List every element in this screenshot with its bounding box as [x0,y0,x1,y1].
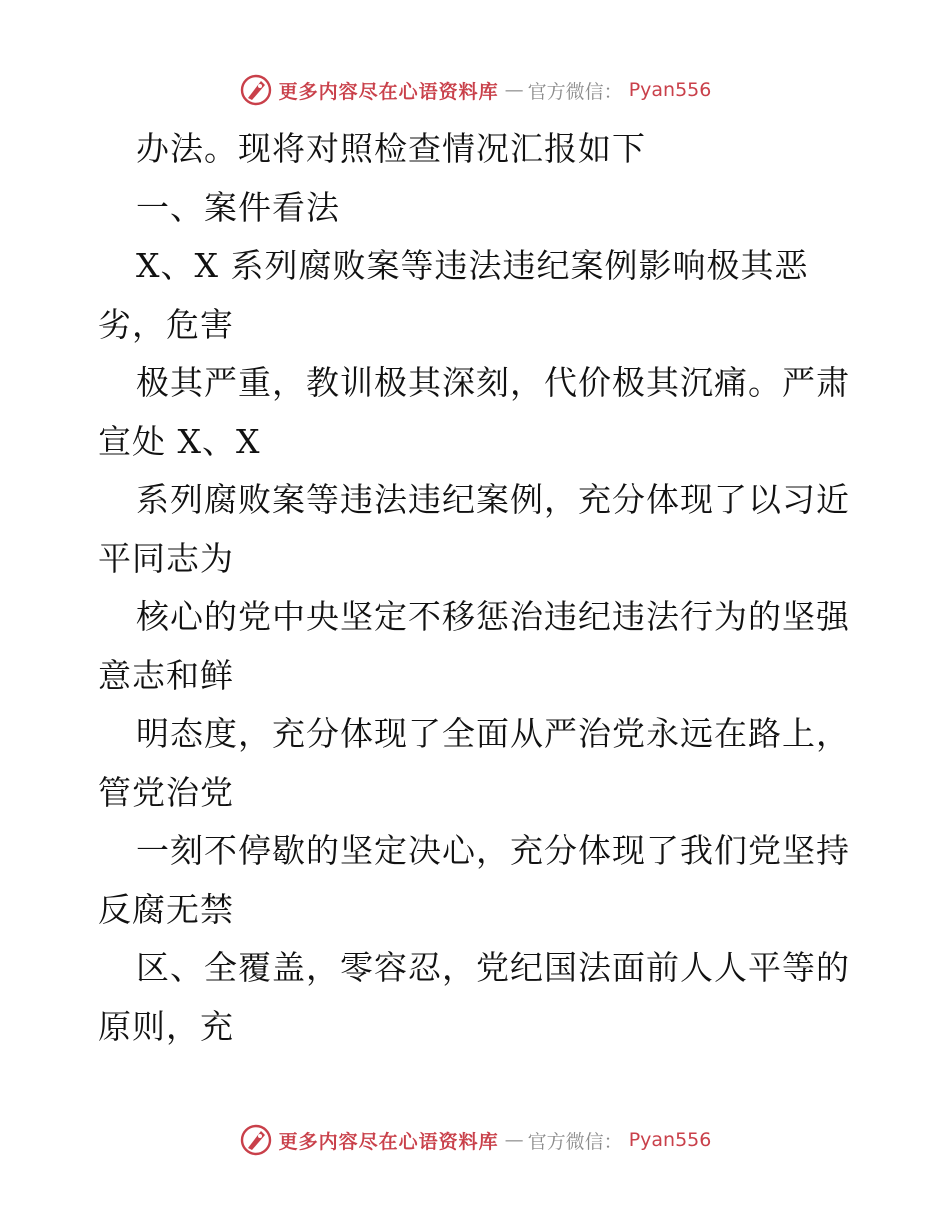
text-line: 一刻不停歇的坚定决心，充分体现了我们党坚持 [136,831,850,870]
watermark-official-label: 官方微信： [527,80,623,103]
text-line: 区、全覆盖，零容忍，党纪国法面前人人平等的 [136,948,850,987]
footer-watermark [0,1120,950,1160]
text-line: 管党治党 [98,772,234,812]
pen-nib-logo-icon [239,73,273,107]
watermark-dash: — [504,79,522,101]
text-line: 原则，充 [98,1006,234,1046]
watermark-wechat-id: Pyan556 [628,79,712,101]
text-line: 反腐无禁 [98,889,234,929]
text-line: 系列腐败案等违法违纪案例，充分体现了以习近 [136,480,850,519]
pen-nib-logo-icon [239,1123,273,1157]
text-line: 平同志为 [98,538,234,578]
text-line: 核心的党中央坚定不移惩治违纪违法行为的坚强 [136,597,850,636]
watermark-site-text: 更多内容尽在心语资料库 [278,1130,499,1153]
text-line: 劣，危害 [98,304,234,344]
text-line: 宣处 X、X [98,421,261,461]
text-line: 明态度，充分体现了全面从严治党永远在路上， [136,714,850,753]
watermark-official-label: 官方微信： [527,1130,623,1153]
text-line: X、X 系列腐败案等违法违纪案例影响极其恶 [136,246,809,285]
watermark-wechat-id: Pyan556 [628,1129,712,1151]
text-line: 极其严重，教训极其深刻，代价极其沉痛。严肃 [136,363,850,402]
watermark-dash: — [504,1129,522,1151]
header-watermark [0,70,950,110]
text-line: 办法。现将对照检查情况汇报如下 [136,129,646,168]
text-line: 一、案件看法 [136,187,340,227]
text-line: 意志和鲜 [98,655,234,695]
document-body [98,120,858,1056]
watermark-site-text: 更多内容尽在心语资料库 [278,80,499,103]
